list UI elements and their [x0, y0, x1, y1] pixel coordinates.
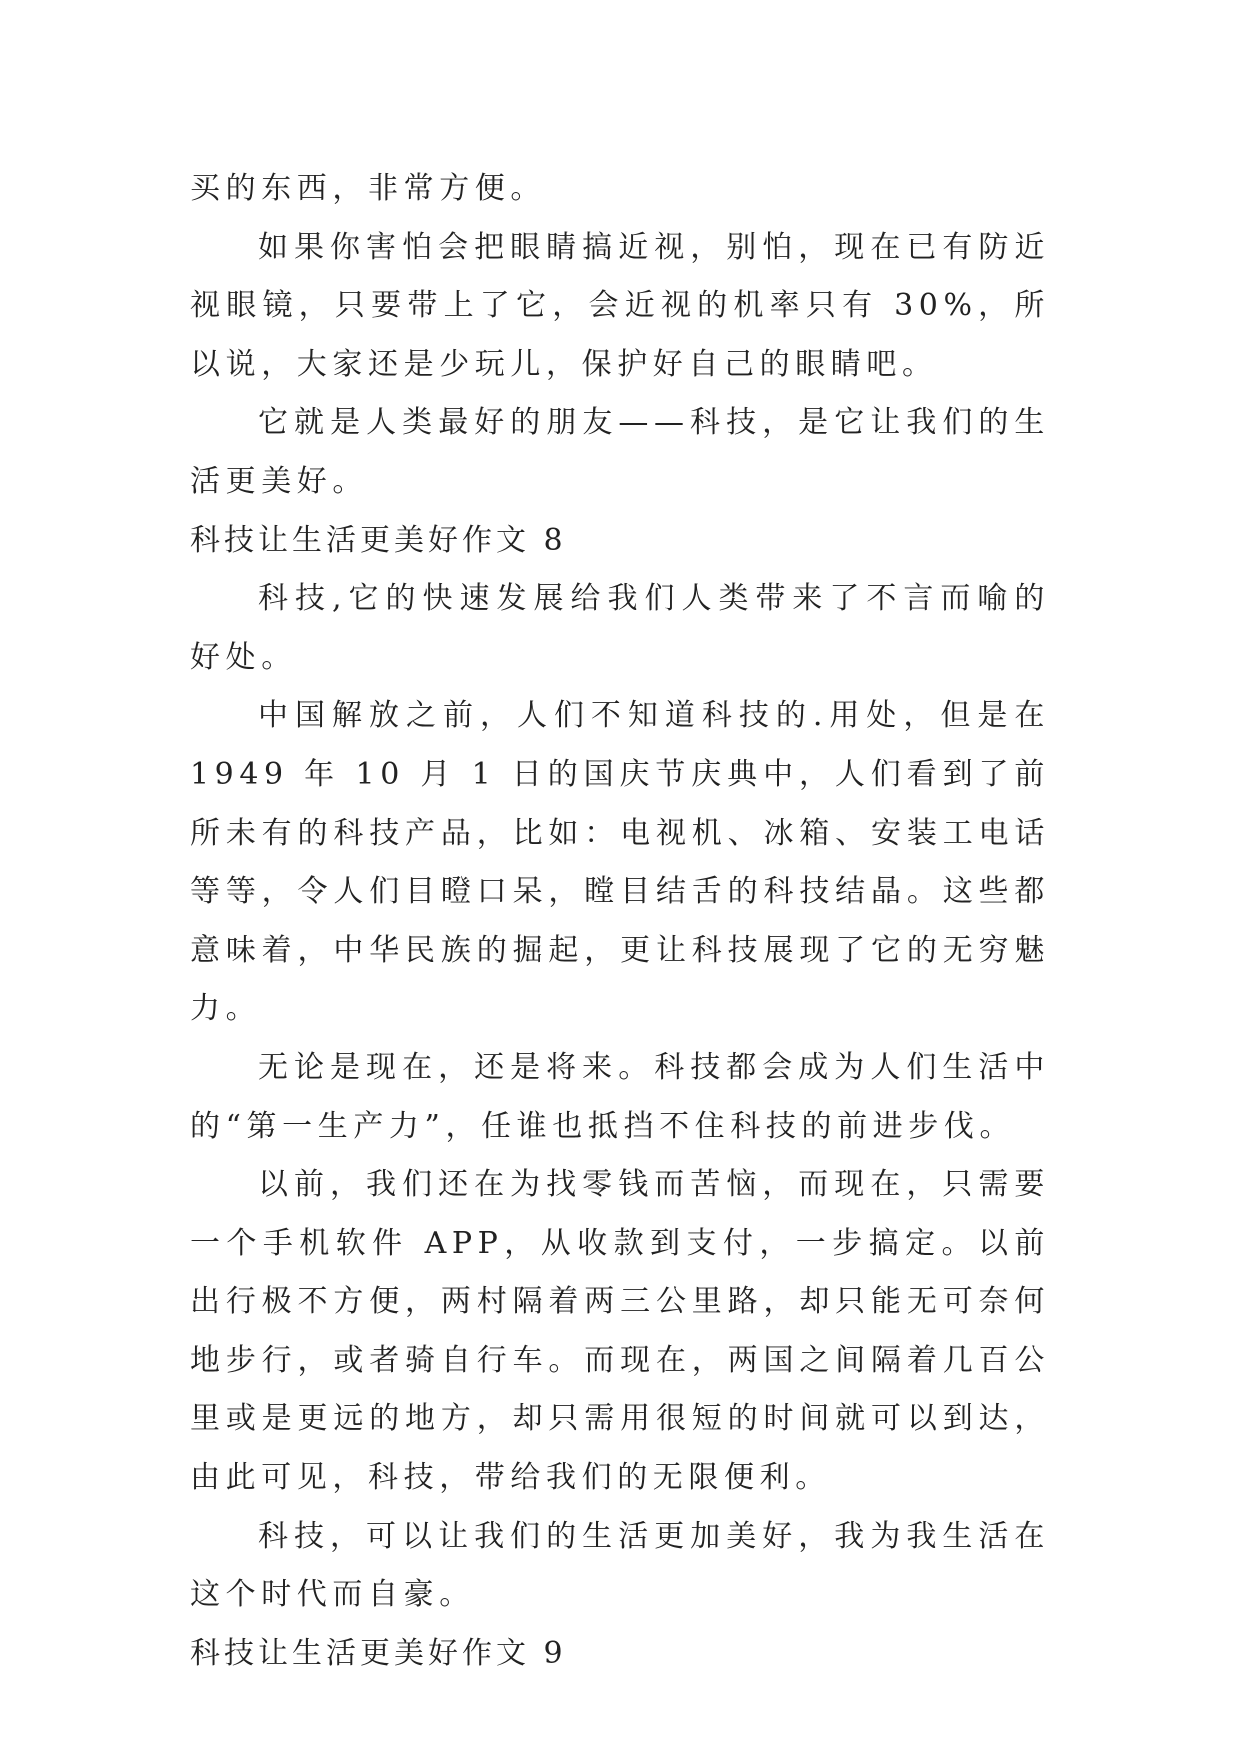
paragraph: 中国解放之前，人们不知道科技的.用处，但是在 1949 年 10 月 1 日的国庆节庆典中，人们看到了前所未有的科技产品，比如：电视机、冰箱、安装工电话等等，令人们目瞪口呆，瞠目结舌的科技结晶。这些都意味着，中华民族的掘起，更让科技展现了它的无穷魅力。 [190, 698, 1050, 1027]
paragraph: 它就是人类最好的朋友——科技，是它让我们的生活更美好。 [190, 405, 1050, 499]
section-heading: 科技让生活更美好作文 8 [190, 522, 567, 558]
document-body [190, 160, 1050, 1683]
paragraph: 无论是现在，还是将来。科技都会成为人们生活中的“第一生产力”，任谁也抵挡不住科技的前进步伐。 [190, 1049, 1050, 1144]
section-heading: 科技让生活更美好作文 9 [190, 1635, 567, 1671]
paragraph: 如果你害怕会把眼睛搞近视，别怕，现在已有防近视眼镜，只要带上了它，会近视的机率只有 30%，所以说，大家还是少玩儿，保护好自己的眼睛吧。 [190, 229, 1050, 382]
paragraph-continuation: 买的东西，非常方便。 [190, 171, 546, 206]
paragraph: 科技，可以让我们的生活更加美好，我为我生活在这个时代而自豪。 [190, 1518, 1050, 1613]
paragraph: 以前，我们还在为找零钱而苦恼，而现在，只需要一个手机软件 APP，从收款到支付，一步搞定。以前出行极不方便，两村隔着两三公里路，却只能无可奈何地步行，或者骑自行车。而现在，两国之间隔着几百公里或是更远的地方，却只需用很短的时间就可以到达，由此可见，科技，带给我们的无限便利。 [190, 1167, 1050, 1496]
paragraph: 科技,它的快速发展给我们人类带来了不言而喻的好处。 [190, 581, 1050, 675]
